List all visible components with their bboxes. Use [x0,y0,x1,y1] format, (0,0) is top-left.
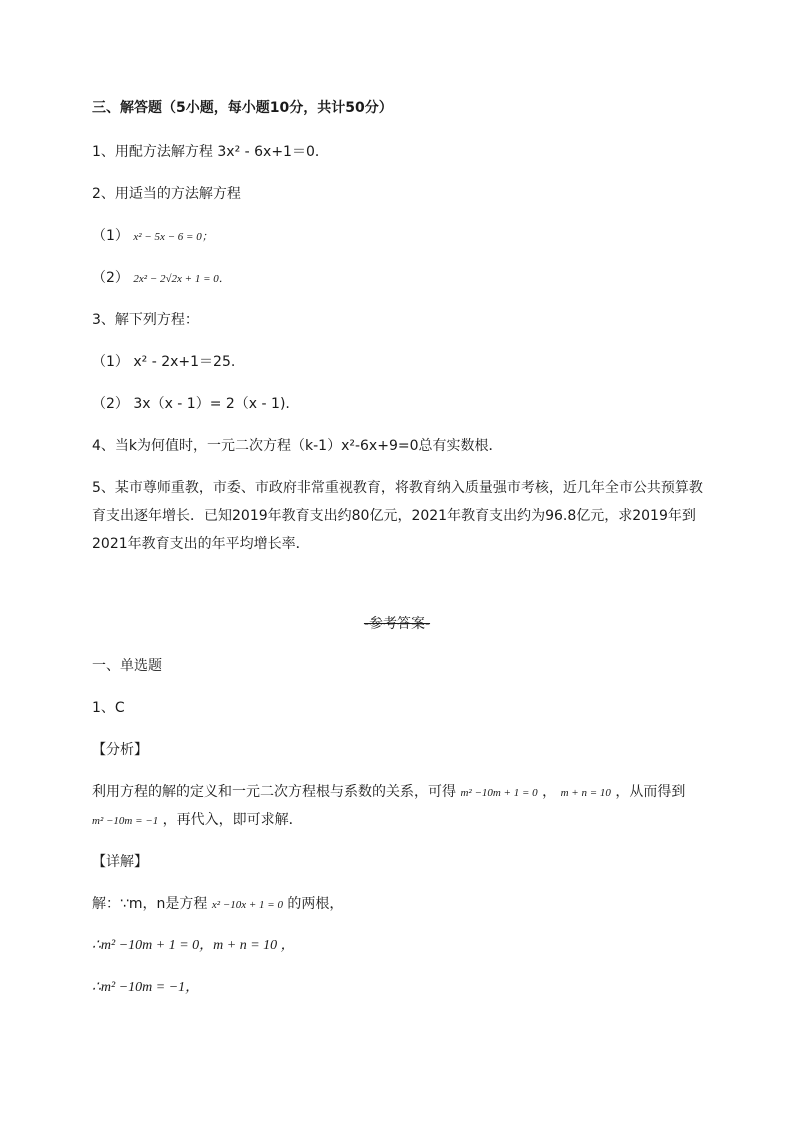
answer-item-1: 1、C [92,700,125,716]
analysis-line-1 [92,782,685,803]
question-4: 4、当k为何值时，一元二次方程（k-1）x²-6x+9=0总有实数根． [92,438,503,454]
question-1-equation: 3x² - 6x+1＝0． [217,144,329,160]
detail-text: 的两根， [287,896,344,912]
question-5-line-2: 育支出逐年增长．已知2019年教育支出约80亿元，2021年教育支出约为96.8亿元，求2019年到 [92,508,696,524]
analysis-equation: m² −10m = −1 [92,815,159,827]
detail-line-1 [92,894,343,915]
detail-line-3: ∴m² −10m = −1， [92,980,200,995]
detail-label: 【详解】 [92,854,148,870]
analysis-text: 利用方程的解的定义和一元二次方程根与系数的关系，可得 [92,784,456,800]
analysis-label: 【分析】 [92,742,148,758]
detail-text: 解：∵m，n是方程 [92,896,208,912]
question-3: 3、解下列方程： [92,312,199,328]
part-label: （2） [92,270,129,286]
analysis-equation: m + n = 10 [560,787,611,799]
analysis-separator: ， [542,784,557,800]
answers-title: -参考答案- [363,616,431,632]
question-2-part-2 [92,268,230,289]
part-label: （1） [92,228,129,244]
part-equation: x² − 5x − 6 = 0； [133,231,213,243]
section3-title: 三、解答题（5小题，每小题10分，共计50分） [92,100,393,116]
question-5-line-3: 2021年教育支出的年平均增长率． [92,536,310,552]
part-label: （1） [92,354,129,370]
part-equation: 2x² − 2√2x + 1 = 0． [133,273,230,285]
question-1-text: 1、用配方法解方程 [92,144,213,160]
analysis-text: ，再代入，即可求解． [162,812,303,828]
part-equation: x² - 2x+1＝25. [133,354,236,370]
question-1 [92,142,329,162]
answers-section-1: 一、单选题 [92,658,162,674]
question-3-part-1 [92,352,235,372]
question-2: 2、用适当的方法解方程 [92,186,241,202]
detail-equation: x² −10x + 1 = 0 [211,899,283,911]
question-3-part-2 [92,394,290,414]
question-2-part-1 [92,226,213,247]
question-5-line-1: 5、某市尊师重教，市委、市政府非常重视教育，将教育纳入质量强市考核，近几年全市公共预算教 [92,480,703,496]
analysis-equation: m² −10m + 1 = 0 [460,787,538,799]
analysis-line-2 [92,810,303,831]
detail-line-2: ∴m² −10m + 1 = 0，m + n = 10 ， [92,938,295,953]
part-equation: 3x（x - 1）= 2（x - 1). [133,396,290,412]
part-label: （2） [92,396,129,412]
analysis-text: ，从而得到 [615,784,686,800]
